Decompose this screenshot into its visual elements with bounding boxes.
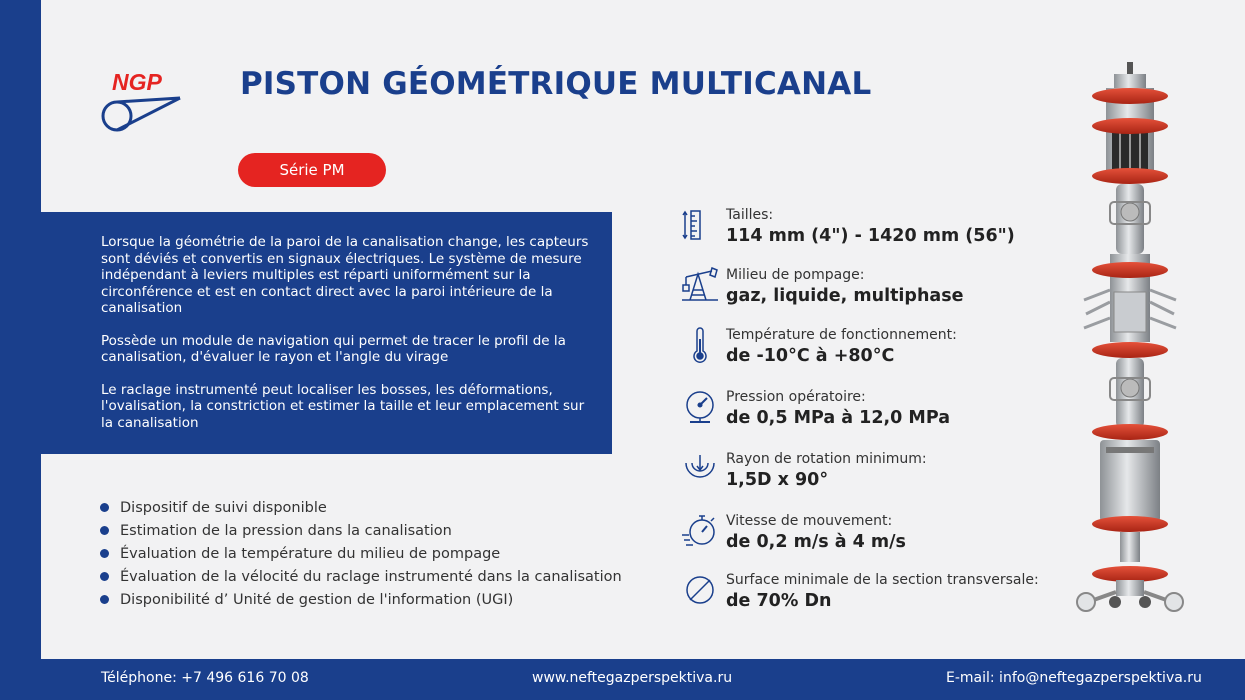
spec-value: gaz, liquide, multiphase <box>726 286 964 306</box>
description-box <box>41 212 612 454</box>
bullet-dot-icon <box>100 549 109 558</box>
footer-bar <box>0 659 1245 700</box>
bullet-dot-icon <box>100 572 109 581</box>
spec-label: Pression opératoire: <box>726 389 866 405</box>
bullet-dot-icon <box>100 503 109 512</box>
oil-pump-icon <box>680 265 720 305</box>
spec-min-section <box>676 572 1076 628</box>
spec-speed <box>676 513 1076 569</box>
left-sidebar-strip <box>0 0 41 700</box>
bullet-dot-icon <box>100 526 109 535</box>
spec-label: Surface minimale de la section transversale: <box>726 572 1039 588</box>
feature-list <box>100 497 622 612</box>
spec-sizes <box>676 207 1076 263</box>
page-title: PISTON GÉOMÉTRIQUE MULTICANAL <box>240 66 872 102</box>
list-item: Évaluation de la vélocité du raclage instrumenté dans la canalisation <box>100 566 622 589</box>
list-item: Disponibilité d’ Unité de gestion de l'information (UGI) <box>100 589 622 612</box>
logo-text: NGP <box>112 69 162 95</box>
spec-value: de 0,2 m/s à 4 m/s <box>726 532 906 552</box>
series-badge: Série PM <box>238 153 386 187</box>
spec-label: Milieu de pompage: <box>726 267 865 283</box>
list-item: Estimation de la pression dans la canalisation <box>100 520 622 543</box>
footer-email-link[interactable]: E-mail: info@neftegazperspektiva.ru <box>946 670 1202 686</box>
spec-label: Vitesse de mouvement: <box>726 513 893 529</box>
description-paragraph: Lorsque la géométrie de la paroi de la canalisation change, les capteurs sont déviés et convertis en signaux électriques. Le système de mesure indépendant à leviers multiples est réparti uniformément sur la circonférence et est en contact direct avec la paroi intérieure de la canalisation <box>101 234 589 316</box>
spec-value: 114 mm (4") - 1420 mm (56") <box>726 226 1015 246</box>
bend-radius-icon <box>680 449 720 489</box>
diameter-icon <box>680 570 720 610</box>
ruler-icon <box>680 205 720 245</box>
spec-pressure <box>676 389 1076 445</box>
spec-label: Tailles: <box>726 207 774 223</box>
spec-value: de -10°C à +80°C <box>726 346 895 366</box>
spec-label: Rayon de rotation minimum: <box>726 451 927 467</box>
spec-label: Température de fonctionnement: <box>726 327 957 343</box>
bullet-dot-icon <box>100 595 109 604</box>
pipeline-pig-illustration <box>1070 62 1190 617</box>
list-item: Évaluation de la température du milieu de pompage <box>100 543 622 566</box>
spec-temperature <box>676 327 1076 383</box>
spec-pumping-medium <box>676 267 1076 323</box>
spec-value: 1,5D x 90° <box>726 470 829 490</box>
footer-website-link[interactable]: www.neftegazperspektiva.ru <box>532 670 733 686</box>
spec-value: de 0,5 MPa à 12,0 MPa <box>726 408 951 428</box>
pressure-gauge-icon <box>680 387 720 427</box>
description-paragraph: Le raclage instrumenté peut localiser les bosses, les déformations, l'ovalisation, la constriction et estimer la taille et leur emplacement sur la canalisation <box>101 381 585 431</box>
description-paragraph: Possède un module de navigation qui permet de tracer le profil de la canalisation, d'évaluer le rayon et l'angle du virage <box>101 332 566 365</box>
thermometer-icon <box>680 325 720 365</box>
ngp-logo <box>100 68 182 134</box>
spec-value: de 70% Dn <box>726 591 832 611</box>
footer-phone: Téléphone: +7 496 616 70 08 <box>101 670 309 686</box>
spec-bend-radius <box>676 451 1076 507</box>
list-item: Dispositif de suivi disponible <box>100 497 622 520</box>
stopwatch-icon <box>680 511 720 551</box>
